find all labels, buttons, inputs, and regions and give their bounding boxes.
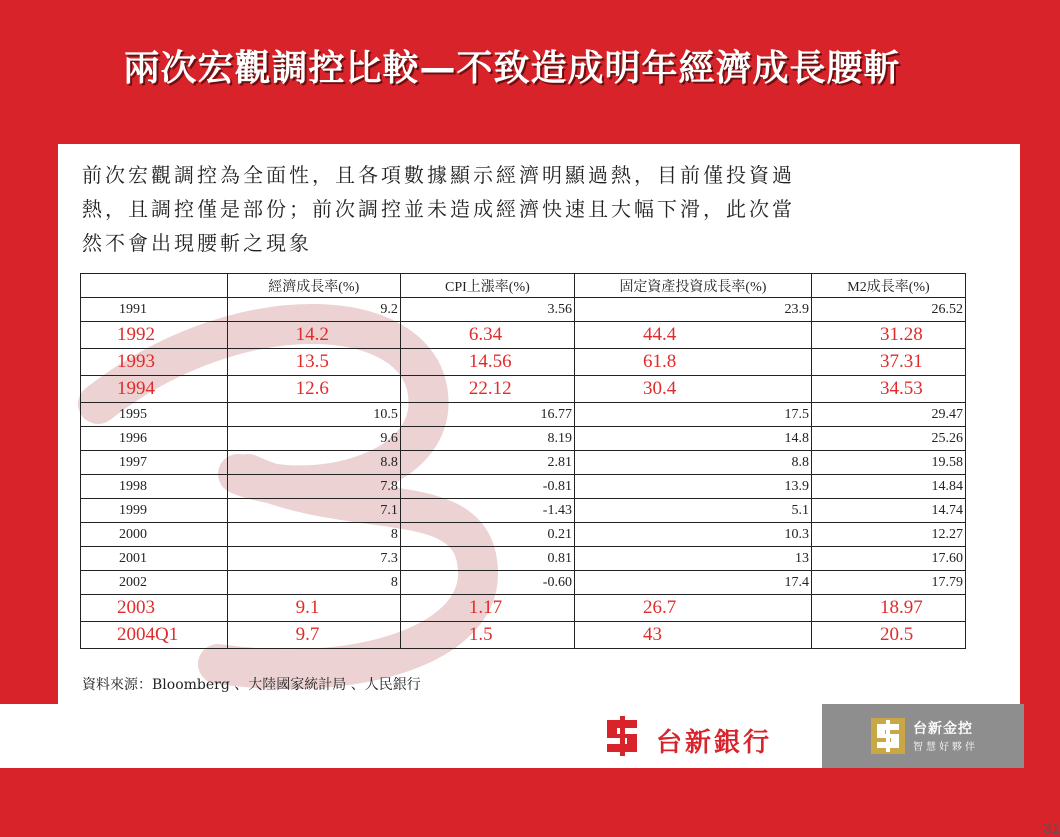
cpi-cell: 1.17 [400, 595, 574, 622]
fixed-asset-investment-cell: 61.8 [574, 349, 811, 376]
bank-name: 台新銀行 [656, 728, 773, 758]
header-cpi: CPI上漲率(%) [400, 274, 574, 298]
table-row [81, 298, 966, 322]
fixed-asset-investment-cell: 44.4 [574, 322, 811, 349]
m2-growth-cell: 17.79 [811, 571, 965, 595]
gdp-growth-cell: 13.5 [227, 349, 400, 376]
m2-growth-cell: 20.5 [811, 622, 965, 649]
fixed-asset-investment-cell: 5.1 [574, 499, 811, 523]
intro-line: 然不會出現腰斬之現象 [82, 231, 312, 255]
year-cell: 1993 [81, 349, 228, 376]
gdp-growth-cell: 9.6 [227, 427, 400, 451]
m2-growth-cell: 12.27 [811, 523, 965, 547]
fixed-asset-investment-cell: 26.7 [574, 595, 811, 622]
m2-growth-cell: 19.58 [811, 451, 965, 475]
table-row [81, 475, 966, 499]
fixed-asset-investment-cell: 8.8 [574, 451, 811, 475]
fixed-asset-investment-cell: 10.3 [574, 523, 811, 547]
header-fixed-asset-investment: 固定資產投資成長率(%) [574, 274, 811, 298]
year-cell: 1992 [81, 322, 228, 349]
cpi-cell: 8.19 [400, 427, 574, 451]
table-row [81, 571, 966, 595]
holding-name: 台新金控 [913, 721, 973, 737]
table-row [81, 427, 966, 451]
intro-line: 前次宏觀調控為全面性，且各項數據顯示經濟明顯過熱，目前僅投資過 [82, 163, 795, 187]
cpi-cell: -0.81 [400, 475, 574, 499]
gdp-growth-cell: 9.7 [227, 622, 400, 649]
m2-growth-cell: 26.52 [811, 298, 965, 322]
m2-growth-cell: 14.74 [811, 499, 965, 523]
fixed-asset-investment-cell: 17.4 [574, 571, 811, 595]
cpi-cell: 22.12 [400, 376, 574, 403]
year-cell: 1994 [81, 376, 228, 403]
gdp-growth-cell: 9.2 [227, 298, 400, 322]
year-cell: 2001 [81, 547, 228, 571]
year-cell: 1997 [81, 451, 228, 475]
year-cell: 2004Q1 [81, 622, 228, 649]
m2-growth-cell: 18.97 [811, 595, 965, 622]
gdp-growth-cell: 7.8 [227, 475, 400, 499]
header-year [81, 274, 228, 298]
year-cell: 1995 [81, 403, 228, 427]
year-cell: 1999 [81, 499, 228, 523]
table-row [81, 595, 966, 622]
cpi-cell: 3.56 [400, 298, 574, 322]
table-row [81, 547, 966, 571]
table-row [81, 523, 966, 547]
slide-title: 兩次宏觀調控比較—不致造成明年經濟成長腰斬 [123, 48, 901, 89]
m2-growth-cell: 34.53 [811, 376, 965, 403]
cpi-cell: 14.56 [400, 349, 574, 376]
header-m2-growth: M2成長率(%) [811, 274, 965, 298]
m2-growth-cell: 25.26 [811, 427, 965, 451]
holding-slogan: 智慧好夥伴 [913, 742, 978, 753]
m2-growth-cell: 17.60 [811, 547, 965, 571]
gdp-growth-cell: 14.2 [227, 322, 400, 349]
m2-growth-cell: 14.84 [811, 475, 965, 499]
header-gdp-growth: 經濟成長率(%) [227, 274, 400, 298]
m2-growth-cell: 31.28 [811, 322, 965, 349]
table-row [81, 322, 966, 349]
table-row [81, 376, 966, 403]
gdp-growth-cell: 8 [227, 571, 400, 595]
intro-text [82, 158, 992, 260]
fixed-asset-investment-cell: 14.8 [574, 427, 811, 451]
cpi-cell: 6.34 [400, 322, 574, 349]
intro-line: 熱，且調控僅是部份；前次調控並未造成經濟快速且大幅下滑，此次當 [82, 197, 795, 221]
year-cell: 1991 [81, 298, 228, 322]
macro-comparison-table [80, 273, 966, 649]
table-row [81, 403, 966, 427]
gdp-growth-cell: 8.8 [227, 451, 400, 475]
taishin-holding-logo-icon [871, 718, 905, 754]
year-cell: 1998 [81, 475, 228, 499]
fixed-asset-investment-cell: 23.9 [574, 298, 811, 322]
cpi-cell: 0.21 [400, 523, 574, 547]
fixed-asset-investment-cell: 30.4 [574, 376, 811, 403]
table-header-row [81, 274, 966, 298]
page-number: 31 [1043, 820, 1060, 837]
year-cell: 2003 [81, 595, 228, 622]
gdp-growth-cell: 12.6 [227, 376, 400, 403]
m2-growth-cell: 29.47 [811, 403, 965, 427]
source-note: 資料來源：Bloomberg 、大陸國家統計局 、人民銀行 [82, 677, 421, 693]
fixed-asset-investment-cell: 13.9 [574, 475, 811, 499]
year-cell: 1996 [81, 427, 228, 451]
gdp-growth-cell: 9.1 [227, 595, 400, 622]
cpi-cell: 0.81 [400, 547, 574, 571]
gdp-growth-cell: 7.1 [227, 499, 400, 523]
fixed-asset-investment-cell: 17.5 [574, 403, 811, 427]
cpi-cell: 1.5 [400, 622, 574, 649]
gdp-growth-cell: 10.5 [227, 403, 400, 427]
m2-growth-cell: 37.31 [811, 349, 965, 376]
table-row [81, 499, 966, 523]
fixed-asset-investment-cell: 13 [574, 547, 811, 571]
fixed-asset-investment-cell: 43 [574, 622, 811, 649]
table-row [81, 622, 966, 649]
cpi-cell: 2.81 [400, 451, 574, 475]
table-row [81, 349, 966, 376]
cpi-cell: -1.43 [400, 499, 574, 523]
taishin-bank-logo-icon [603, 716, 641, 756]
year-cell: 2002 [81, 571, 228, 595]
cpi-cell: -0.60 [400, 571, 574, 595]
table-row [81, 451, 966, 475]
gdp-growth-cell: 7.3 [227, 547, 400, 571]
year-cell: 2000 [81, 523, 228, 547]
cpi-cell: 16.77 [400, 403, 574, 427]
gdp-growth-cell: 8 [227, 523, 400, 547]
